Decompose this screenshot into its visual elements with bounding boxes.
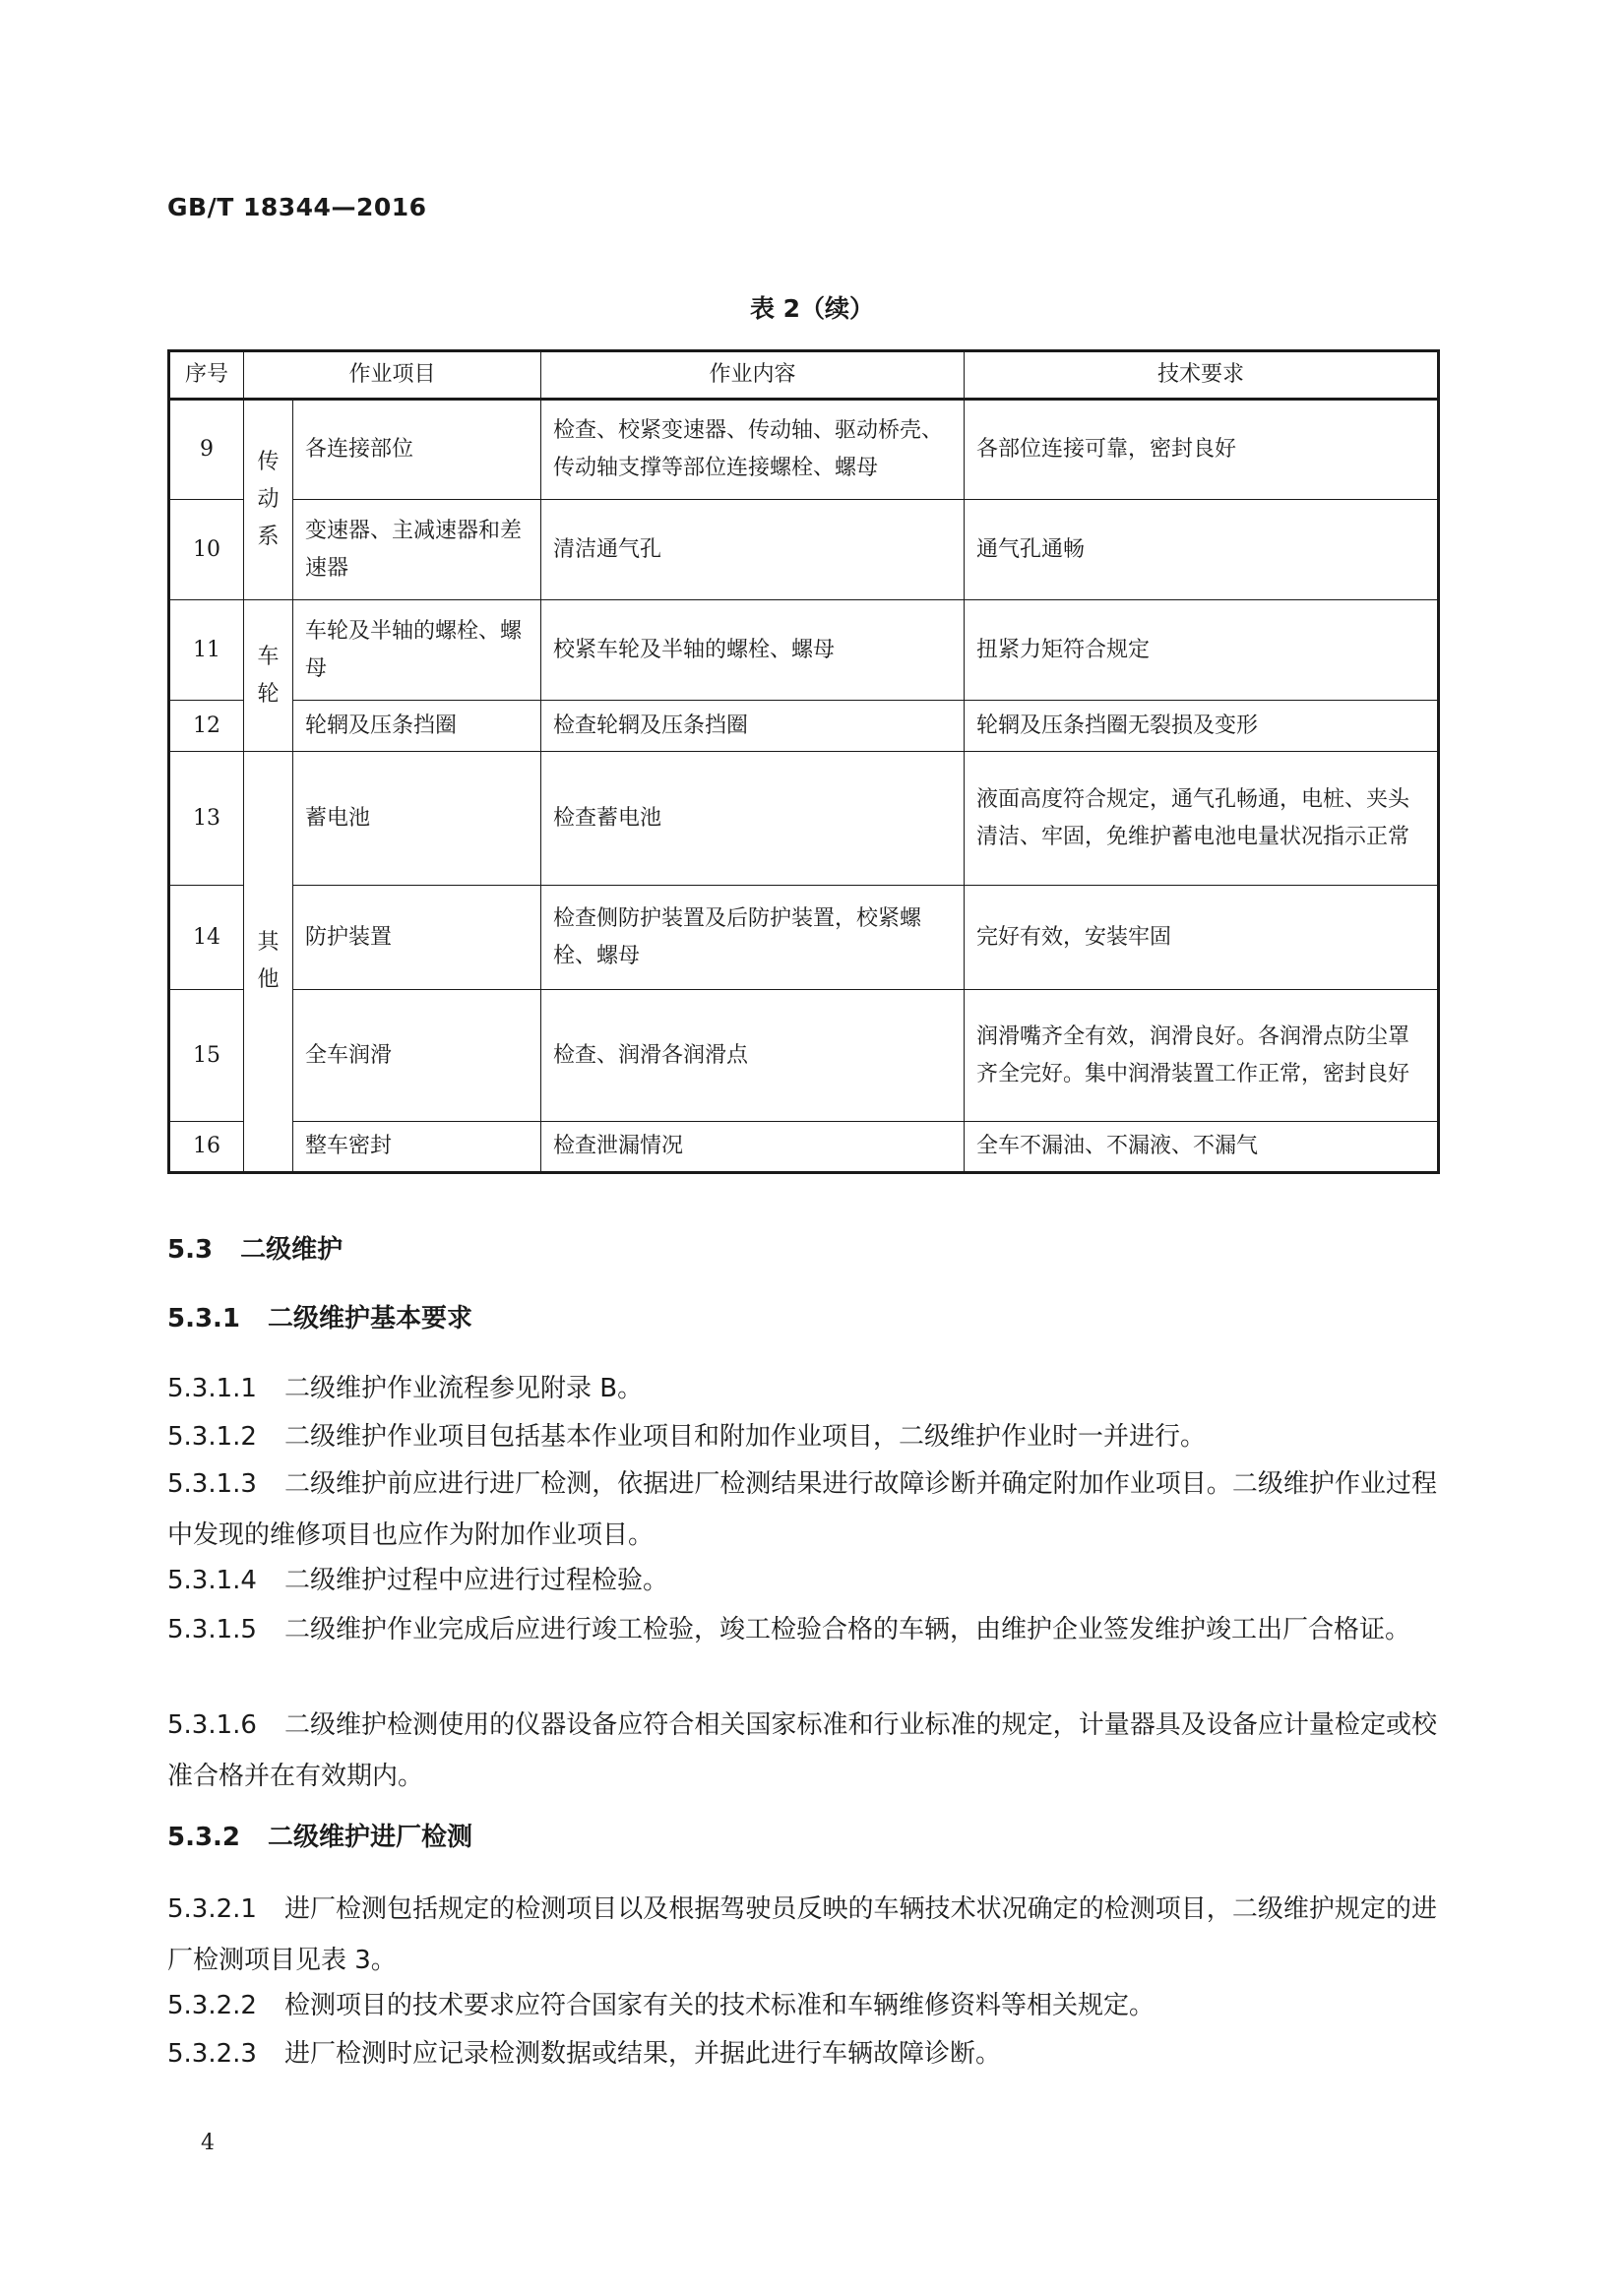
work-content: 检查、校紧变速器、传动轴、驱动桥壳、传动轴支撑等部位连接螺栓、螺母 <box>541 400 965 500</box>
work-content: 检查侧防护装置及后防护装置，校紧螺栓、螺母 <box>541 886 965 990</box>
work-item: 变速器、主减速器和差速器 <box>293 500 541 600</box>
table-caption: 表 2（续） <box>749 294 875 323</box>
header-work-item: 作业项目 <box>244 351 541 400</box>
header-serial-no: 序号 <box>169 351 244 400</box>
row-number: 11 <box>169 600 244 701</box>
technical-requirement: 各部位连接可靠，密封良好 <box>965 400 1439 500</box>
heading-5-3-2: 5.3.2 二级维护进厂检测 <box>167 1823 473 1852</box>
group-label-transmission: 传动系 <box>244 400 293 600</box>
work-item: 防护装置 <box>293 886 541 990</box>
header-technical-requirement: 技术要求 <box>965 351 1439 400</box>
clause-5-3-1-1: 5.3.1.1 二级维护作业流程参见附录 B。 <box>167 1374 644 1403</box>
table-row <box>169 400 1439 500</box>
row-number: 14 <box>169 886 244 990</box>
table-row <box>169 990 1439 1122</box>
technical-requirement: 通气孔通畅 <box>965 500 1439 600</box>
technical-requirement: 扭紧力矩符合规定 <box>965 600 1439 701</box>
table-row <box>169 752 1439 886</box>
clause-5-3-1-2: 5.3.1.2 二级维护作业项目包括基本作业项目和附加作业项目，二级维护作业时一并进行。 <box>167 1422 1206 1452</box>
table-row <box>169 600 1439 701</box>
table-row <box>169 500 1439 600</box>
work-content: 检查、润滑各润滑点 <box>541 990 965 1122</box>
document-code: GB/T 18344—2016 <box>167 193 427 221</box>
maintenance-table <box>167 349 1440 1174</box>
technical-requirement: 润滑嘴齐全有效，润滑良好。各润滑点防尘罩齐全完好。集中润滑装置工作正常，密封良好 <box>965 990 1439 1122</box>
work-item: 全车润滑 <box>293 990 541 1122</box>
row-number: 9 <box>169 400 244 500</box>
row-number: 15 <box>169 990 244 1122</box>
heading-5-3-1: 5.3.1 二级维护基本要求 <box>167 1304 473 1333</box>
work-item: 车轮及半轴的螺栓、螺母 <box>293 600 541 701</box>
row-number: 12 <box>169 701 244 752</box>
technical-requirement: 完好有效，安装牢固 <box>965 886 1439 990</box>
row-number: 13 <box>169 752 244 886</box>
clause-5-3-2-1: 5.3.2.1 进厂检测包括规定的检测项目以及根据驾驶员反映的车辆技术状况确定的检测项目，二级维护规定的进厂检测项目见表 3。 <box>167 1894 1437 1975</box>
technical-requirement: 全车不漏油、不漏液、不漏气 <box>965 1122 1439 1173</box>
work-item: 整车密封 <box>293 1122 541 1173</box>
work-content: 检查蓄电池 <box>541 752 965 886</box>
table-header-row <box>169 351 1439 400</box>
row-number: 16 <box>169 1122 244 1173</box>
clause-5-3-2-2: 5.3.2.2 检测项目的技术要求应符合国家有关的技术标准和车辆维修资料等相关规定。 <box>167 1991 1155 2020</box>
work-item: 轮辋及压条挡圈 <box>293 701 541 752</box>
technical-requirement: 液面高度符合规定，通气孔畅通，电桩、夹头清洁、牢固，免维护蓄电池电量状况指示正常 <box>965 752 1439 886</box>
clause-5-3-1-5: 5.3.1.5 二级维护作业完成后应进行竣工检验，竣工检验合格的车辆，由维护企业签发维护竣工出厂合格证。 <box>167 1615 1410 1644</box>
row-number: 10 <box>169 500 244 600</box>
clause-5-3-2-3: 5.3.2.3 进厂检测时应记录检测数据或结果，并据此进行车辆故障诊断。 <box>167 2039 1001 2069</box>
technical-requirement: 轮辋及压条挡圈无裂损及变形 <box>965 701 1439 752</box>
table-row <box>169 886 1439 990</box>
work-item: 各连接部位 <box>293 400 541 500</box>
clause-5-3-1-4: 5.3.1.4 二级维护过程中应进行过程检验。 <box>167 1566 668 1595</box>
work-item: 蓄电池 <box>293 752 541 886</box>
group-label-wheels: 车轮 <box>244 600 293 752</box>
table-row <box>169 1122 1439 1173</box>
page-number: 4 <box>201 2131 215 2155</box>
work-content: 检查轮辋及压条挡圈 <box>541 701 965 752</box>
work-content: 检查泄漏情况 <box>541 1122 965 1173</box>
header-work-content: 作业内容 <box>541 351 965 400</box>
clause-5-3-1-3: 5.3.1.3 二级维护前应进行进厂检测，依据进厂检测结果进行故障诊断并确定附加作业项目。二级维护作业过程中发现的维修项目也应作为附加作业项目。 <box>167 1469 1437 1550</box>
table-row <box>169 701 1439 752</box>
clause-5-3-1-6: 5.3.1.6 二级维护检测使用的仪器设备应符合相关国家标准和行业标准的规定，计量器具及设备应计量检定或校准合格并在有效期内。 <box>167 1710 1437 1791</box>
work-content: 校紧车轮及半轴的螺栓、螺母 <box>541 600 965 701</box>
heading-5-3: 5.3 二级维护 <box>167 1235 344 1265</box>
work-content: 清洁通气孔 <box>541 500 965 600</box>
group-label-others: 其他 <box>244 752 293 1173</box>
